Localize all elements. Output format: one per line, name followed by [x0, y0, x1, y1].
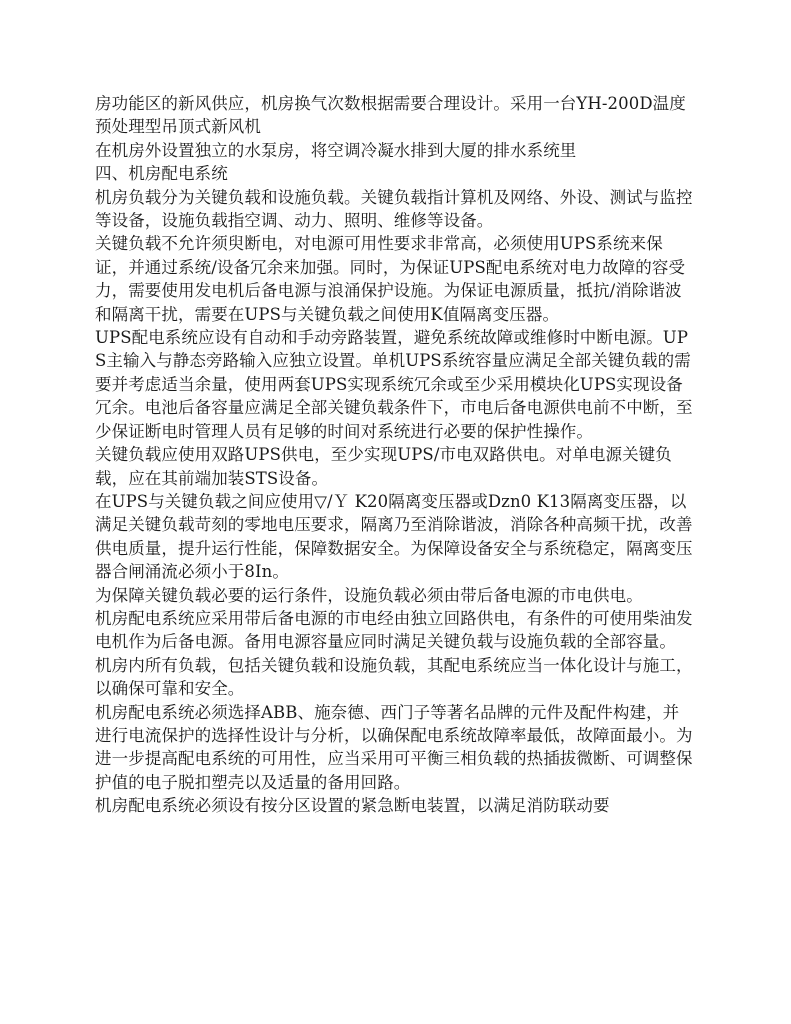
- paragraph-isolation-transformer: 在UPS与关键负载之间应使用▽/Ｙ K20隔离变压器或Dzn0 K13隔离变压器，以满足关键负载苛刻的零地电压要求，隔离乃至消除谐波，消除各种高频干扰，改善供电质量，提升运行性能，保障数据安全。为保障设备安全与系统稳定，隔离变压器合闸涌流必须小于8In。: [95, 491, 693, 582]
- section-heading-power-distribution: 四、机房配电系统: [95, 164, 228, 184]
- paragraph-critical-load-ups: 关键负载不允许须臾断电，对电源可用性要求非常高，必须使用UPS系统来保证，并通过系统/设备冗余来加强。同时，为保证UPS配电系统对电力故障的容受力，需要使用发电机后备电源与浪涌保护设施。为保证电源质量，抵抗/消除谐波和隔离干扰，需要在UPS与关键负载之间使用K值隔离变压器。: [95, 234, 686, 324]
- document-body: [95, 92, 695, 818]
- paragraph-component-brands: 机房配电系统必须选择ABB、施奈德、西门子等著名品牌的元件及配件构建，并进行电流保护的选择性设计与分析，以确保配电系统故障率最低，故障面最小。为进一步提高配电系统的可用性，应当采用可平衡三相负载的热插拔微断、可调整保护值的电子脱扣塑壳以及适量的备用回路。: [95, 702, 693, 792]
- paragraph-load-types: 机房负载分为关键负载和设施负载。关键负载指计算机及网络、外设、测试与监控等设备，设施负载指空调、动力、照明、维修等设备。: [95, 187, 693, 231]
- paragraph-ups-bypass: UPS配电系统应设有自动和手动旁路装置，避免系统故障或维修时中断电源。UPS主输入与静态旁路输入应独立设置。单机UPS系统容量应满足全部关键负载的需要并考虑适当余量，使用两套UPS实现系统冗余或至少采用模块化UPS实现设备冗余。电池后备容量应满足全部关键负载条件下，市电后备电源供电前不中断，至少保证断电时管理人员有足够的时间对系统进行必要的保护性操作。: [95, 328, 693, 441]
- paragraph-backup-power: 机房配电系统应采用带后备电源的市电经由独立回路供电，有条件的可使用柴油发电机作为后备电源。备用电源容量应同时满足关键负载与设施负载的全部容量。: [95, 608, 693, 652]
- paragraph-integrated-design: 机房内所有负载，包括关键负载和设施负载，其配电系统应当一体化设计与施工，以确保可靠和安全。: [95, 655, 693, 699]
- paragraph-facility-load-supply: 为保障关键负载必要的运行条件，设施负载必须由带后备电源的市电供电。: [95, 585, 643, 605]
- paragraph-fresh-air-supply: 房功能区的新风供应，机房换气次数根据需要合理设计。采用一台YH-200D温度预处理型吊顶式新风机: [95, 94, 686, 137]
- paragraph-pump-room: 在机房外设置独立的水泵房，将空调冷凝水排到大厦的排水系统里: [95, 140, 577, 160]
- paragraph-dual-ups-supply: 关键负载应使用双路UPS供电，至少实现UPS/市电双路供电。对单电源关键负载，应在其前端加装STS设备。: [95, 445, 672, 488]
- paragraph-emergency-shutoff: 机房配电系统必须设有按分区设置的紧急断电装置，以满足消防联动要: [95, 796, 610, 816]
